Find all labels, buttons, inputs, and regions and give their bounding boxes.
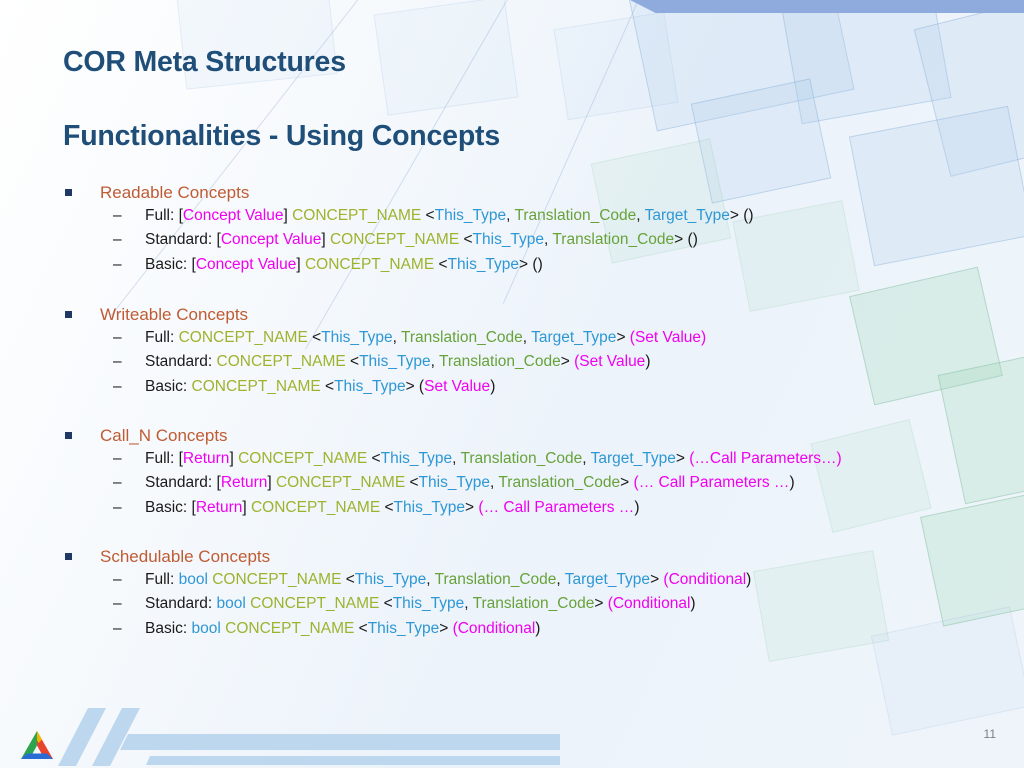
concept-definition-line — [63, 375, 983, 399]
concept-definition-line — [63, 617, 983, 641]
syntax-token: (… Call Parameters … — [478, 498, 635, 516]
syntax-token: , — [464, 595, 473, 613]
syntax-token: > () — [729, 207, 754, 224]
syntax-token: Target_Type — [590, 450, 676, 467]
syntax-token: < — [379, 595, 393, 613]
section-header — [63, 425, 983, 447]
syntax-token: ] — [229, 450, 239, 467]
syntax-token: > — [620, 474, 634, 492]
syntax-token: Target_Type — [564, 571, 651, 588]
syntax-token: > — [594, 595, 608, 613]
top-accent-band — [630, 0, 1024, 13]
concept-definition-line — [63, 228, 983, 252]
slide-title — [63, 44, 500, 155]
syntax-token: (Set Value — [574, 353, 646, 371]
syntax-token: < — [307, 329, 322, 346]
syntax-token: > — [560, 353, 575, 371]
syntax-token: Return — [195, 498, 243, 516]
bullet-square-icon — [65, 432, 72, 439]
syntax-token: ) — [690, 595, 696, 613]
syntax-token: > () — [674, 231, 698, 249]
syntax-token: This_Type — [434, 207, 507, 224]
syntax-token: (Set Value) — [629, 329, 707, 346]
section-title: Readable Concepts — [100, 183, 250, 202]
syntax-token: ) — [789, 474, 795, 492]
dash-bullet: – — [113, 329, 122, 346]
syntax-token: Translation_Code — [434, 571, 557, 588]
syntax-token: (Conditional — [607, 595, 691, 613]
syntax-token: > — [616, 329, 630, 346]
syntax-token: ] — [321, 231, 330, 249]
syntax-token: < — [367, 450, 381, 467]
syntax-token: This_Type — [380, 450, 453, 467]
concept-definition-line — [63, 447, 983, 471]
dash-bullet: – — [113, 595, 122, 613]
syntax-token: ) — [490, 377, 496, 395]
title-line-1: COR Meta Structures — [63, 46, 346, 78]
syntax-token: (…Call Parameters…) — [689, 450, 842, 467]
dash-bullet: – — [113, 255, 122, 273]
concept-section — [63, 546, 983, 641]
syntax-token: This_Type — [359, 353, 431, 371]
concept-definition-line — [63, 471, 983, 495]
syntax-token: This_Type — [447, 255, 520, 273]
concept-definition-line — [63, 496, 983, 520]
syntax-token: CONCEPT_NAME — [250, 595, 380, 613]
section-header — [63, 546, 983, 568]
syntax-token: < — [320, 377, 335, 395]
syntax-token: CONCEPT_NAME — [250, 498, 381, 516]
syntax-token: (… Call Parameters … — [633, 474, 790, 492]
dash-bullet: – — [113, 450, 122, 467]
syntax-token: Translation_Code — [498, 474, 621, 492]
syntax-token: ] — [267, 474, 276, 492]
syntax-token: Basic: [ — [145, 498, 196, 516]
page-number: 11 — [983, 727, 996, 741]
syntax-token: < — [405, 474, 419, 492]
syntax-token: , — [522, 329, 532, 346]
syntax-token: Concept Value — [220, 231, 322, 249]
syntax-token: (Conditional — [663, 571, 747, 588]
syntax-token: , — [506, 207, 515, 224]
dash-bullet: – — [113, 377, 122, 395]
syntax-token: CONCEPT_NAME — [191, 377, 321, 395]
syntax-token: Full: [ — [145, 450, 183, 467]
syntax-token: Basic: [ — [145, 255, 196, 273]
dash-bullet: – — [113, 474, 122, 492]
concept-section — [63, 304, 983, 399]
syntax-token: Full: — [145, 329, 179, 346]
syntax-token: > () — [519, 255, 543, 273]
syntax-token: Translation_Code — [514, 207, 637, 224]
syntax-token: (Conditional — [452, 619, 536, 637]
syntax-token: Return — [182, 450, 230, 467]
syntax-token: Full: — [145, 571, 179, 588]
section-title: Schedulable Concepts — [100, 547, 271, 566]
syntax-token: bool — [178, 571, 208, 588]
syntax-token: , — [430, 353, 439, 371]
bullet-square-icon — [65, 553, 72, 560]
syntax-token: , — [556, 571, 565, 588]
syntax-token: Full: [ — [145, 207, 183, 224]
syntax-token: Standard: [ — [145, 231, 221, 249]
syntax-token: ) — [645, 353, 651, 371]
syntax-token: CONCEPT_NAME — [304, 255, 435, 273]
footer-swoosh — [0, 688, 600, 768]
dash-bullet: – — [113, 207, 122, 224]
section-title: Writeable Concepts — [100, 305, 249, 324]
syntax-token: < — [345, 353, 360, 371]
syntax-token: < — [434, 255, 448, 273]
syntax-token: This_Type — [393, 498, 466, 516]
concept-definition-line — [63, 568, 983, 592]
concept-section — [63, 182, 983, 277]
syntax-token: Translation_Code — [472, 595, 595, 613]
syntax-token: Target_Type — [644, 207, 730, 224]
syntax-token: Set Value — [424, 377, 491, 395]
concept-definition-line — [63, 253, 983, 277]
syntax-token: ) — [535, 619, 541, 637]
dash-bullet: – — [113, 571, 122, 588]
syntax-token: Concept Value — [195, 255, 297, 273]
syntax-token: This_Type — [472, 231, 545, 249]
syntax-token: , — [392, 329, 401, 346]
syntax-token: , — [582, 450, 591, 467]
syntax-token: Standard: — [145, 353, 217, 371]
syntax-token: CONCEPT_NAME — [329, 231, 460, 249]
syntax-token: ) — [746, 571, 752, 588]
syntax-token: This_Type — [334, 377, 406, 395]
title-line-2: Functionalities - Using Concepts — [63, 120, 500, 152]
syntax-token: Translation_Code — [438, 353, 561, 371]
syntax-token: < — [459, 231, 473, 249]
syntax-token: bool — [216, 595, 246, 613]
syntax-token: CONCEPT_NAME — [292, 207, 422, 224]
syntax-token: , — [490, 474, 499, 492]
syntax-token: > — [439, 619, 453, 637]
syntax-token: CONCEPT_NAME — [216, 353, 346, 371]
syntax-token: CONCEPT_NAME — [238, 450, 368, 467]
syntax-token: ] — [283, 207, 293, 224]
drive-logo-icon — [20, 730, 54, 762]
syntax-token: Translation_Code — [460, 450, 583, 467]
syntax-token: , — [544, 231, 553, 249]
syntax-token: CONCEPT_NAME — [178, 329, 308, 346]
syntax-token: , — [636, 207, 645, 224]
section-header — [63, 304, 983, 326]
syntax-token: Standard: [ — [145, 474, 221, 492]
syntax-token: CONCEPT_NAME — [225, 619, 355, 637]
syntax-token: Basic: — [145, 377, 192, 395]
bullet-square-icon — [65, 189, 72, 196]
syntax-token: > ( — [405, 377, 425, 395]
concept-definition-line — [63, 204, 983, 228]
syntax-token: < — [341, 571, 355, 588]
syntax-token: Basic: — [145, 619, 192, 637]
syntax-token: > — [675, 450, 690, 467]
section-header — [63, 182, 983, 204]
syntax-token: ] — [242, 498, 251, 516]
syntax-token: < — [380, 498, 394, 516]
section-title: Call_N Concepts — [100, 426, 228, 445]
syntax-token: Return — [220, 474, 268, 492]
syntax-token: This_Type — [367, 619, 440, 637]
syntax-token: ) — [634, 498, 640, 516]
syntax-token: Standard: — [145, 595, 217, 613]
syntax-token: CONCEPT_NAME — [212, 571, 342, 588]
syntax-token: Concept Value — [182, 207, 284, 224]
dash-bullet: – — [113, 498, 122, 516]
syntax-token: This_Type — [392, 595, 465, 613]
syntax-token: Translation_Code — [552, 231, 675, 249]
concept-definition-line — [63, 326, 983, 350]
bullet-square-icon — [65, 311, 72, 318]
syntax-token: Target_Type — [531, 329, 617, 346]
syntax-token: , — [452, 450, 461, 467]
syntax-token: Translation_Code — [401, 329, 523, 346]
syntax-token: CONCEPT_NAME — [275, 474, 406, 492]
concept-definition-line — [63, 592, 983, 616]
syntax-token: This_Type — [418, 474, 491, 492]
syntax-token: ] — [296, 255, 305, 273]
concept-section — [63, 425, 983, 520]
syntax-token: , — [426, 571, 435, 588]
syntax-token: > — [465, 498, 479, 516]
syntax-token: bool — [191, 619, 221, 637]
syntax-token: > — [650, 571, 664, 588]
syntax-token: < — [354, 619, 368, 637]
dash-bullet: – — [113, 353, 122, 371]
syntax-token: This_Type — [354, 571, 427, 588]
dash-bullet: – — [113, 619, 122, 637]
concept-definition-line — [63, 350, 983, 374]
dash-bullet: – — [113, 231, 122, 249]
syntax-token: This_Type — [321, 329, 393, 346]
syntax-token: < — [421, 207, 435, 224]
